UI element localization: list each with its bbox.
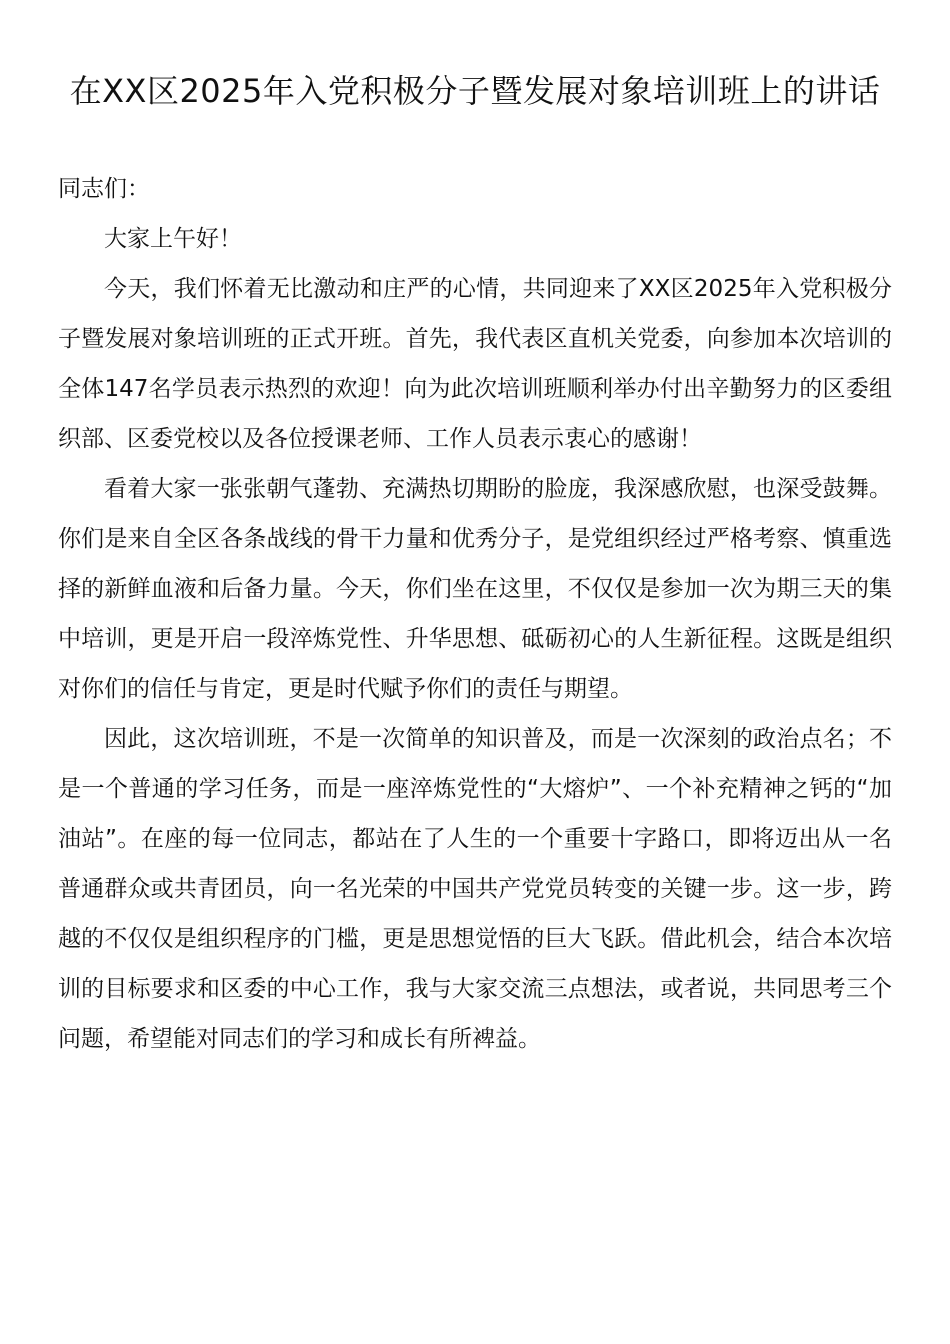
document-body: [58, 164, 892, 1064]
document-title: 在XX区2025年入党积极分子暨发展对象培训班上的讲话: [69, 72, 881, 110]
paragraph-purpose: 因此，这次培训班，不是一次简单的知识普及，而是一次深刻的政治点名；不是一个普通的学习任务，而是一座淬炼党性的“大熔炉”、一个补充精神之钙的“加油站”。在座的每一位同志，都站在了人生的一个重要十字路口，即将迈出从一名普通群众或共青团员，向一名光荣的中国共产党党员转变的关键一步。这一步，跨越的不仅仅是组织程序的门槛，更是思想觉悟的巨大飞跃。借此机会，结合本次培训的目标要求和区委的中心工作，我与大家交流三点想法，或者说，共同思考三个问题，希望能对同志们的学习和成长有所裨益。: [58, 726, 892, 1052]
document-page: [58, 66, 892, 1064]
paragraph-opening: 今天，我们怀着无比激动和庄严的心情，共同迎来了XX区2025年入党积极分子暨发展对象培训班的正式开班。首先，我代表区直机关党委，向参加本次培训的全体147名学员表示热烈的欢迎！向为此次培训班顺利举办付出辛勤努力的区委组织部、区委党校以及各位授课老师、工作人员表示衷心的感谢！: [58, 276, 892, 452]
salutation: 同志们：: [58, 176, 150, 202]
paragraph-greeting: 大家上午好！: [104, 226, 242, 252]
paragraph-encouragement: 看着大家一张张朝气蓬勃、充满热切期盼的脸庞，我深感欣慰，也深受鼓舞。你们是来自全区各条战线的骨干力量和优秀分子，是党组织经过严格考察、慎重选择的新鲜血液和后备力量。今天，你们坐在这里，不仅仅是参加一次为期三天的集中培训，更是开启一段淬炼党性、升华思想、砥砺初心的人生新征程。这既是组织对你们的信任与肯定，更是时代赋予你们的责任与期望。: [58, 476, 892, 702]
